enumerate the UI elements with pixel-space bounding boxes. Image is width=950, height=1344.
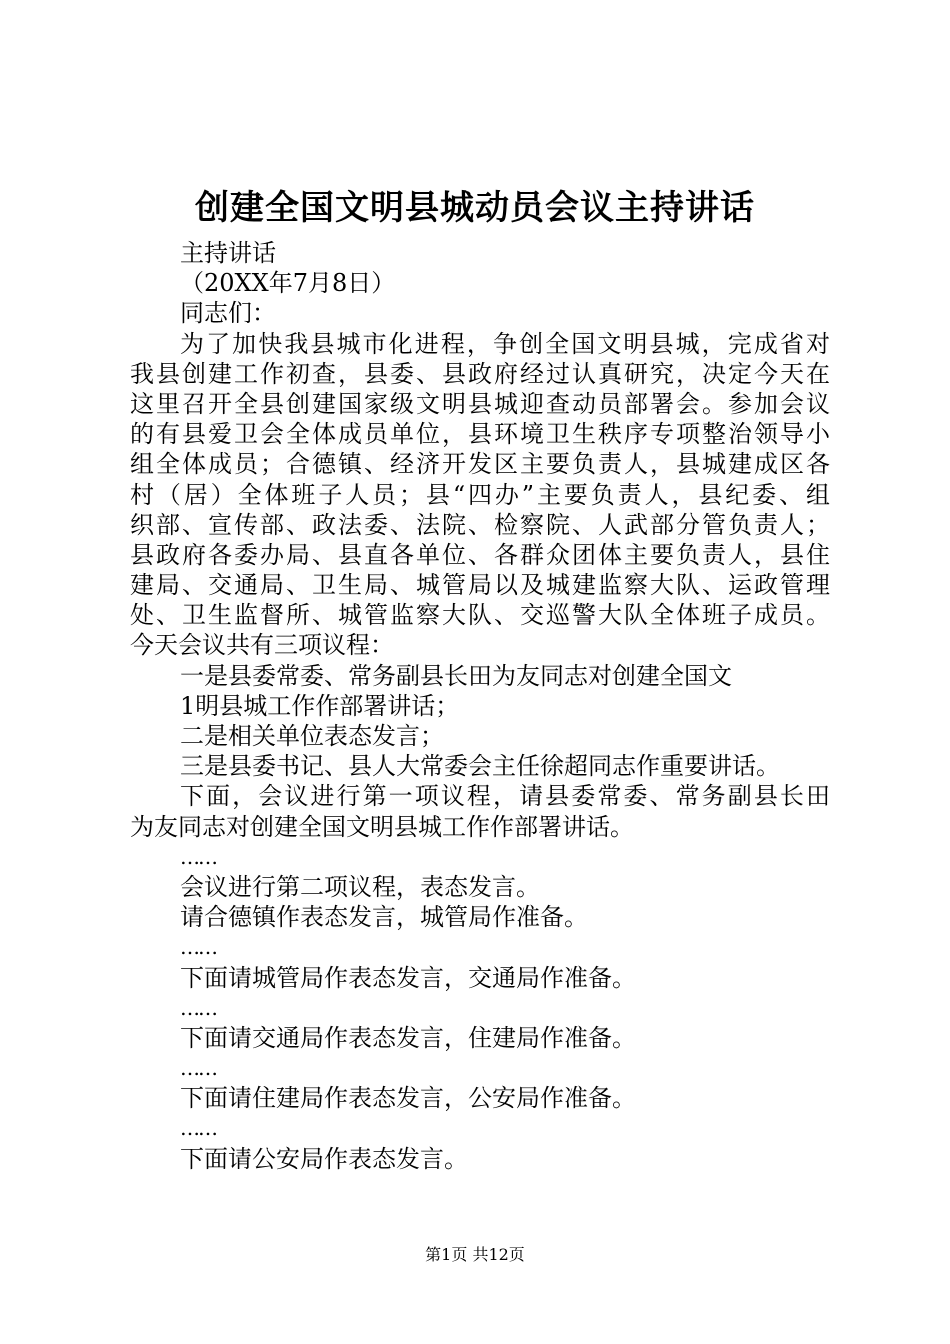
body-line: 为了加快我县城市化进程，争创全国文明县城，完成省对 (180, 329, 830, 358)
body-line: 下面请住建局作表态发言，公安局作准备。 (180, 1084, 636, 1113)
body-line: 县政府各委办局、县直各单位、各群众团体主要负责人，县住 (130, 540, 830, 569)
body-line: …… (180, 844, 216, 869)
body-line: 一是县委常委、常务副县长田为友同志对创建全国文 (180, 661, 732, 690)
body-line: 请合德镇作表态发言，城管局作准备。 (180, 903, 588, 932)
body-line: （20XX年7月8日） (180, 269, 396, 298)
body-line: …… (180, 1116, 216, 1141)
body-line: 处、卫生监督所、城管监察大队、交巡警大队全体班子成员。 (130, 601, 830, 630)
body-line: 这里召开全县创建国家级文明县城迎查动员部署会。参加会议 (130, 389, 830, 418)
body-line: 村（居）全体班子人员；县“四办”主要负责人，县纪委、组 (130, 480, 830, 509)
body-line: 二是相关单位表态发言； (180, 722, 444, 750)
body-line: 今天会议共有三项议程： (130, 631, 394, 660)
body-line: 我县创建工作初查，县委、县政府经过认真研究，决定今天在 (130, 359, 830, 388)
body-line: 的有县爱卫会全体成员单位，县环境卫生秩序专项整治领导小 (130, 420, 830, 449)
body-line: 三是县委书记、县人大常委会主任徐超同志作重要讲话。 (180, 752, 780, 781)
body-line: 同志们： (180, 299, 276, 328)
body-line: 组全体成员；合德镇、经济开发区主要负责人，县城建成区各 (130, 450, 830, 479)
body-line: 建局、交通局、卫生局、城管局以及城建监察大队、运政管理 (130, 571, 830, 600)
body-line: 下面请城管局作表态发言，交通局作准备。 (180, 963, 636, 992)
body-line: 为友同志对创建全国文明县城工作作部署讲话。 (130, 812, 634, 841)
document-title: 创建全国文明县城动员会议主持讲话 (195, 188, 755, 228)
body-line: 主持讲话 (180, 239, 276, 267)
body-line: 下面请交通局作表态发言，住建局作准备。 (180, 1023, 636, 1052)
body-line: …… (180, 1056, 216, 1081)
body-line: 会议进行第二项议程，表态发言。 (180, 872, 540, 901)
body-line: …… (180, 995, 216, 1020)
page-footer: 第1页 共12页 (425, 1245, 525, 1264)
document-body (130, 238, 830, 1174)
body-line: 下面请公安局作表态发言。 (180, 1144, 468, 1173)
body-line: 织部、宣传部、政法委、法院、检察院、人武部分管负责人； (130, 510, 830, 539)
body-line: 1明县城工作作部署讲话； (180, 691, 460, 720)
body-line: 下面，会议进行第一项议程，请县委常委、常务副县长田 (180, 782, 830, 811)
body-line: …… (180, 935, 216, 960)
